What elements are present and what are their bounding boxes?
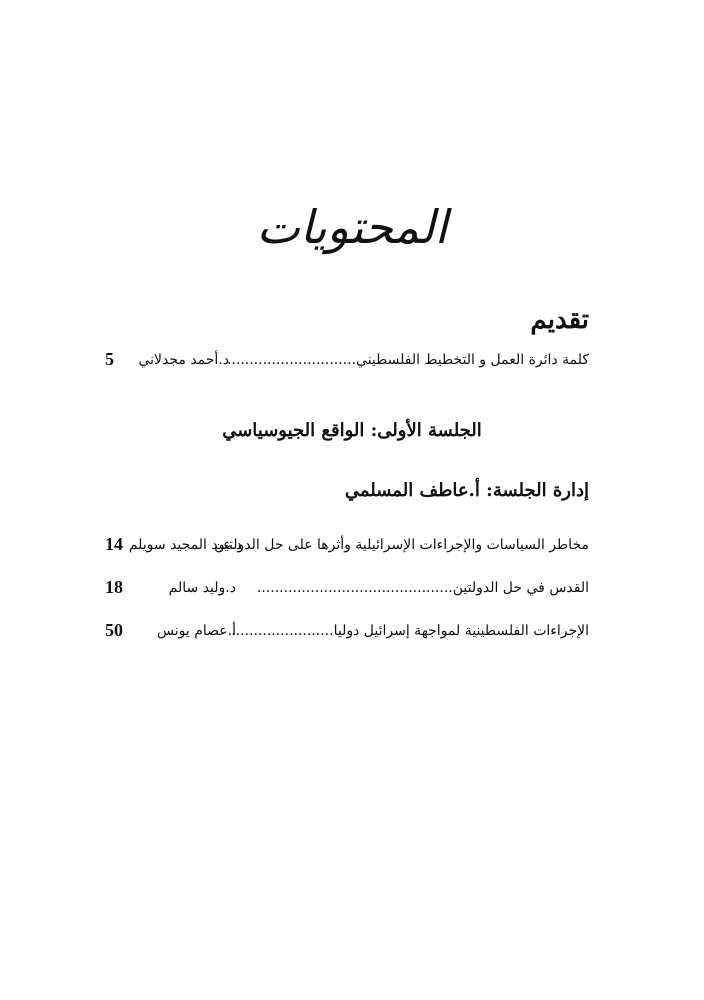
toc-entry-title: القدس في حل الدولتين............................................ xyxy=(256,580,589,596)
session-title: الجلسة الأولى: الواقع الجيوسياسي xyxy=(222,420,482,441)
toc-entry xyxy=(0,577,704,610)
toc-entry-page: 5 xyxy=(105,349,114,369)
toc-entry-title: كلمة دائرة العمل و التخطيط الفلسطيني............................. xyxy=(226,352,589,368)
toc-entry-author: د.عبد المجيد سويلم xyxy=(128,537,242,553)
toc-entry-page: 18 xyxy=(105,577,123,597)
toc-entry-title: الإجراءات الفلسطينية لمواجهة إسرائيل دوليا....................... xyxy=(231,623,589,639)
toc-entry-page: 50 xyxy=(105,620,123,640)
toc-entry-author: د.وليد سالم xyxy=(168,580,236,596)
toc-entry-title: مخاطر السياسات والإجراءات الإسرائيلية وأثرها على حل الدولتين xyxy=(214,537,589,553)
toc-entry xyxy=(0,349,704,382)
session-chair: إدارة الجلسة: أ.عاطف المسلمي xyxy=(344,480,589,501)
toc-entry-author: أ.عصام يونس xyxy=(156,623,236,639)
page-title: المحتويات xyxy=(256,200,448,254)
toc-entry-author: د.أحمد مجدلاني xyxy=(138,352,229,368)
toc-entry xyxy=(0,534,704,567)
intro-heading: تقديم xyxy=(530,305,589,335)
toc-entry xyxy=(0,620,704,653)
toc-entry-page: 14 xyxy=(105,534,123,554)
